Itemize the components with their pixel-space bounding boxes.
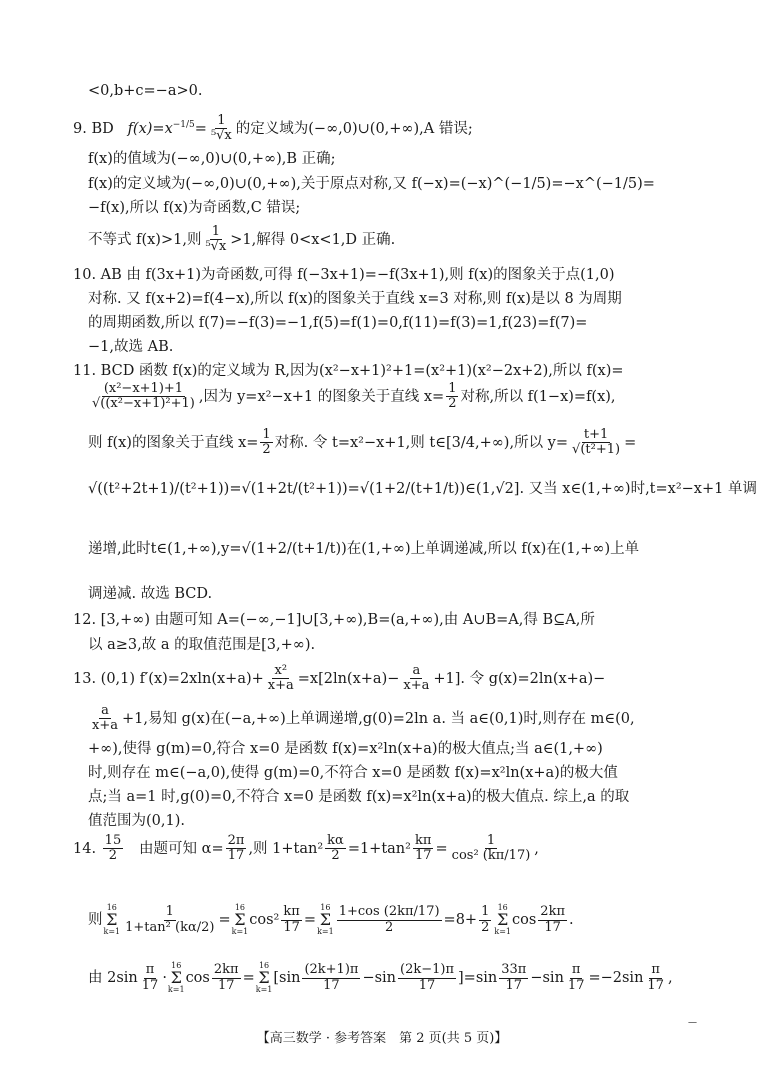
fraction: $\frac{2k\pi}{17}$ <box>540 904 565 935</box>
fraction: $\frac{1}{2}$ <box>262 427 271 458</box>
sigma: 16 Σ k=1 <box>494 903 511 936</box>
text-line: 12. [3,+∞) 由题可知 A=(−∞,−1]∪[3,+∞),B=(a,+∞),由 A∪B=A,得 B⊆A,所 <box>73 612 595 628</box>
page-mark: — <box>688 1018 697 1028</box>
fraction: $\frac{\pi}{17}$ <box>141 962 159 993</box>
fraction: $\frac{1}{2}$ <box>481 904 490 935</box>
text-line: 对称. 又 f(x+2)=f(4−x),所以 f(x)的图象关于直线 x=3 对称,则 f(x)是以 8 为周期 <box>88 291 622 307</box>
text-line: 则 f(x)的图象关于直线 x= $\frac{1}{2}$ 对称. 令 t=x²−x+1,则 t∈[3/4,+∞),所以 y= $\frac{t+1}{\text{√(t²+1)}}$ = <box>88 427 637 458</box>
fraction: $\frac{a}{x+a}$ <box>92 703 118 734</box>
text-line: $\frac{\text{(x²−x+1)+1}}{\text{√((x²−x+1)²+1)}}$ ,因为 y=x²−x+1 的图象关于直线 x= $\frac{1}{2}$ 对称,所以 f(1−x)=f(x), <box>92 381 616 412</box>
fraction: $\frac{1}{\text{1+tan² (kα/2)}}$ <box>125 904 215 935</box>
fraction: $\frac{1}{\text{⁵√x}}$ <box>210 113 232 144</box>
text-line: 不等式 f(x)>1,则 $\frac{1}{\text{⁵√x}}$ >1,解得 0<x<1,D 正确. <box>88 224 396 255</box>
page-footer: 【高三数学 · 参考答案 第 2 页(共 5 页)】 <box>256 1031 508 1046</box>
fraction: $\frac{\pi}{17}$ <box>567 962 585 993</box>
fraction: $\frac{k\alpha}{2}$ <box>327 833 344 864</box>
fraction: $\frac{a}{x+a}$ <box>403 663 430 694</box>
text-line: 由 2sin $\frac{\pi}{17}$ · 16 Σ k=1 cos $\frac{2k\pi}{17}$ = 16 Σ k=1 [sin $\frac{(2k+1)\pi}{17}$ −sin $\frac{(2k-1)\pi}{17}$ ]=sin $\frac{33\pi}{17}$ −sin $\frac{\pi}{17}$ =−2sin $\frac{\pi}{17}$ , <box>88 961 673 994</box>
q14-first-line: 14. $\frac{15}{2}$ 由题可知 α= $\frac{2\pi}{17}$ ,则 1+tan² $\frac{k\alpha}{2}$ =1+tan² $\frac{k\pi}{17}$ = $\frac{1}{\text{cos² (kπ/17)}}$ , <box>73 833 539 864</box>
fraction: $\frac{k\pi}{17}$ <box>414 833 432 864</box>
sigma: 16 Σ k=1 <box>103 903 121 936</box>
sigma: 16 Σ k=1 <box>255 961 273 994</box>
text-line: f(x)的值域为(−∞,0)∪(0,+∞),B 正确; <box>88 151 336 167</box>
text-line: 的周期函数,所以 f(7)=−f(3)=−1,f(5)=f(1)=0,f(11)=f(3)=1,f(23)=f(7)= <box>88 315 588 331</box>
text-line: 以 a≥3,故 a 的取值范围是[3,+∞). <box>88 637 316 653</box>
q9-first-line: 9. BD $f(x)=x^{-1/5}=$ $\frac{1}{\text{⁵√x}}$ 的定义域为(−∞,0)∪(0,+∞),A 错误; <box>73 113 473 144</box>
fraction: $\frac{t+1}{\text{√(t²+1)}}$ <box>572 427 621 458</box>
fraction: $\frac{\pi}{17}$ <box>647 962 664 993</box>
text-line: 则 16 Σ k=1 $\frac{1}{\text{1+tan² (kα/2)}}$ = 16 Σ k=1 cos² $\frac{k\pi}{17}$ = 16 Σ k=1 $\frac{1+\cos (2k\pi/17)}{2}$ =8+ $\frac{1}{2}$ 16 Σ k=1 cos $\frac{2k\pi}{17}$ . <box>88 903 574 936</box>
fraction: $\frac{33\pi}{17}$ <box>501 962 527 993</box>
text-line: 时,则存在 m∈(−a,0),使得 g(m)=0,不符合 x=0 是函数 f(x)=x²ln(x+a)的极大值 <box>88 765 618 781</box>
fraction: $\frac{15}{2}$ <box>104 833 122 864</box>
fraction: $\frac{1+\cos (2k\pi/17)}{2}$ <box>338 904 440 935</box>
text-line: f(x)的定义域为(−∞,0)∪(0,+∞),关于原点对称,又 f(−x)=(−x)^(−1/5)=−x^(−1/5)= <box>88 176 655 192</box>
fraction: $\frac{(2k+1)\pi}{17}$ <box>304 962 359 993</box>
sigma: 16 Σ k=1 <box>231 903 249 936</box>
question-number: 9. BD <box>73 120 114 137</box>
text-line: −1,故选 AB. <box>88 339 174 355</box>
text-line: 13. (0,1) f′(x)=2xln(x+a)+ $\frac{\text{x²}}{x+a}$ =x[2ln(x+a)− $\frac{a}{x+a}$ +1]. 令 g(x)=2ln(x+a)− <box>73 663 606 694</box>
fraction: $\frac{1}{2}$ <box>448 381 457 412</box>
text-line: −f(x),所以 f(x)为奇函数,C 错误; <box>88 200 301 216</box>
text-line: 调递减. 故选 BCD. <box>88 586 213 602</box>
fraction: $\frac{2k\pi}{17}$ <box>213 962 239 993</box>
text-line: 11. BCD 函数 f(x)的定义域为 R,因为(x²−x+1)²+1=(x²+1)(x²−2x+2),所以 f(x)= <box>73 363 624 379</box>
fraction: $\frac{2\pi}{17}$ <box>227 833 245 864</box>
fraction: $\frac{k\pi}{17}$ <box>283 904 300 935</box>
text-line: <0,b+c=−a>0. <box>88 83 203 99</box>
sigma: 16 Σ k=1 <box>167 961 185 994</box>
fraction: $\frac{1}{\text{⁵√x}}$ <box>205 224 227 255</box>
text-line: +∞),使得 g(m)=0,符合 x=0 是函数 f(x)=x²ln(x+a)的极大值点;当 a∈(1,+∞) <box>88 741 603 757</box>
text-line: √((t²+2t+1)/(t²+1))=√(1+2t/(t²+1))=√(1+2/(t+1/t))∈(1,√2]. 又当 x∈(1,+∞)时,t=x²−x+1 单调 <box>88 481 757 497</box>
text-line: 10. AB 由 f(3x+1)为奇函数,可得 f(−3x+1)=−f(3x+1),则 f(x)的图象关于点(1,0) <box>73 267 615 283</box>
text-line: 点;当 a=1 时,g(0)=0,不符合 x=0 是函数 f(x)=x²ln(x+a)的极大值点. 综上,a 的取 <box>88 789 630 805</box>
fraction: $\frac{\text{x²}}{x+a}$ <box>267 663 294 694</box>
text-line: 递增,此时t∈(1,+∞),y=√(1+2/(t+1/t))在(1,+∞)上单调递减,所以 f(x)在(1,+∞)上单 <box>88 541 640 557</box>
text-line: 值范围为(0,1). <box>88 813 185 829</box>
fraction: $\frac{\text{(x²−x+1)+1}}{\text{√((x²−x+1)²+1)}}$ <box>92 381 195 412</box>
sigma: 16 Σ k=1 <box>317 903 334 936</box>
text-line: $\frac{a}{x+a}$ +1,易知 g(x)在(−a,+∞)上单调递增,g(0)=2ln a. 当 a∈(0,1)时,则存在 m∈(0, <box>92 703 635 734</box>
fraction: $\frac{1}{\text{cos² (kπ/17)}}$ <box>451 833 531 864</box>
fraction: $\frac{(2k-1)\pi}{17}$ <box>400 962 455 993</box>
